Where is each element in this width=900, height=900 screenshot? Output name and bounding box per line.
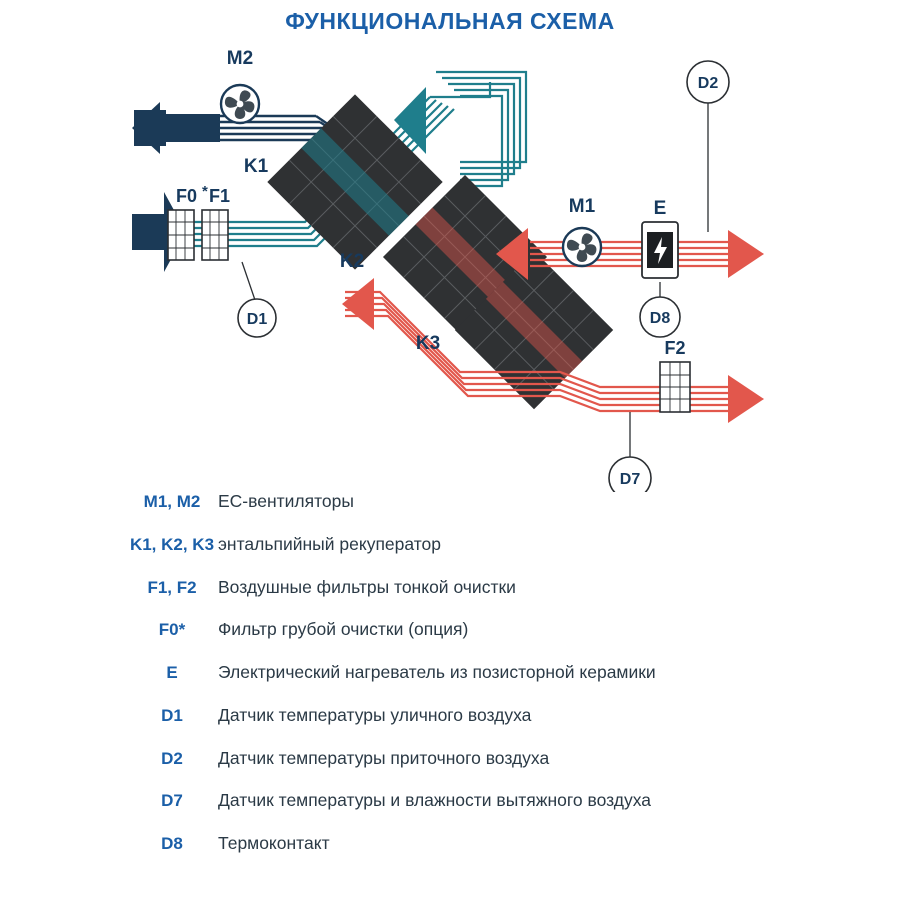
supply-air-outlet-arrow [728,230,764,278]
exhaust-air-outlet-arrow [132,102,220,154]
legend [126,490,826,875]
label-f0-star: * [202,183,208,200]
filter-f2 [660,362,690,412]
list-item [126,747,826,770]
legend-value: Датчик температуры и влажности вытяжного воздуха [218,790,652,811]
functional-scheme-diagram [130,42,790,492]
legend-key: E [166,663,178,682]
label-k3: K3 [415,333,441,354]
sensor-d1 [238,299,276,337]
label-k1: K1 [243,156,269,177]
list-item [126,789,826,812]
legend-key: M1, M2 [143,492,201,511]
label-e: E [653,198,667,219]
legend-value: Электрический нагреватель из позисторной керамики [218,662,656,682]
legend-key: D2 [161,748,183,768]
label-f1: F1 [209,186,231,206]
sensor-d2-label: D2 [697,75,719,92]
label-f0: F0 [176,186,198,206]
sensor-d8 [640,297,680,337]
legend-value: Фильтр грубой очистки (опция) [218,619,469,640]
legend-key: D7 [161,791,183,811]
legend-value: ЕС-вентиляторы [218,491,354,511]
legend-value: Воздушные фильтры тонкой очистки [218,576,516,597]
fan-m2 [221,85,259,123]
legend-value: Датчик температуры уличного воздуха [218,704,532,725]
list-item [126,704,826,727]
legend-key: F0* [158,620,186,640]
legend-key: D8 [161,834,183,853]
electric-heater-e [642,222,678,278]
sensor-d2 [687,61,729,103]
legend-value: Термоконтакт [218,833,330,853]
page-title: ФУНКЦИОНАЛЬНАЯ СХЕМА [285,8,615,34]
list-item [126,533,826,556]
sensor-d7-label: D7 [619,471,641,488]
sensor-d7 [609,457,651,492]
label-k2: K2 [339,251,365,272]
legend-value: энтальпийный рекуператор [218,533,442,554]
list-item [126,618,826,641]
sensor-d8-label: D8 [649,310,671,327]
cold-air-uturn [436,72,526,186]
list-item [126,661,826,684]
sensor-d1-label: D1 [246,311,268,328]
legend-key: K1, K2, K3 [129,534,215,554]
legend-key: F1, F2 [147,577,197,597]
filter-f1 [202,210,228,260]
legend-value: Датчик температуры приточного воздуха [218,747,550,768]
list-item [126,490,826,513]
label-f2: F2 [664,338,686,358]
extract-air-outlet-arrow [728,375,764,423]
legend-key: D1 [161,705,183,725]
warm-air-arrow-left-lower [342,278,374,330]
label-m1: M1 [568,196,596,217]
fan-m1 [563,228,601,266]
filter-f0 [168,210,194,260]
list-item [126,576,826,599]
list-item [126,832,826,855]
label-m2: M2 [226,48,254,69]
